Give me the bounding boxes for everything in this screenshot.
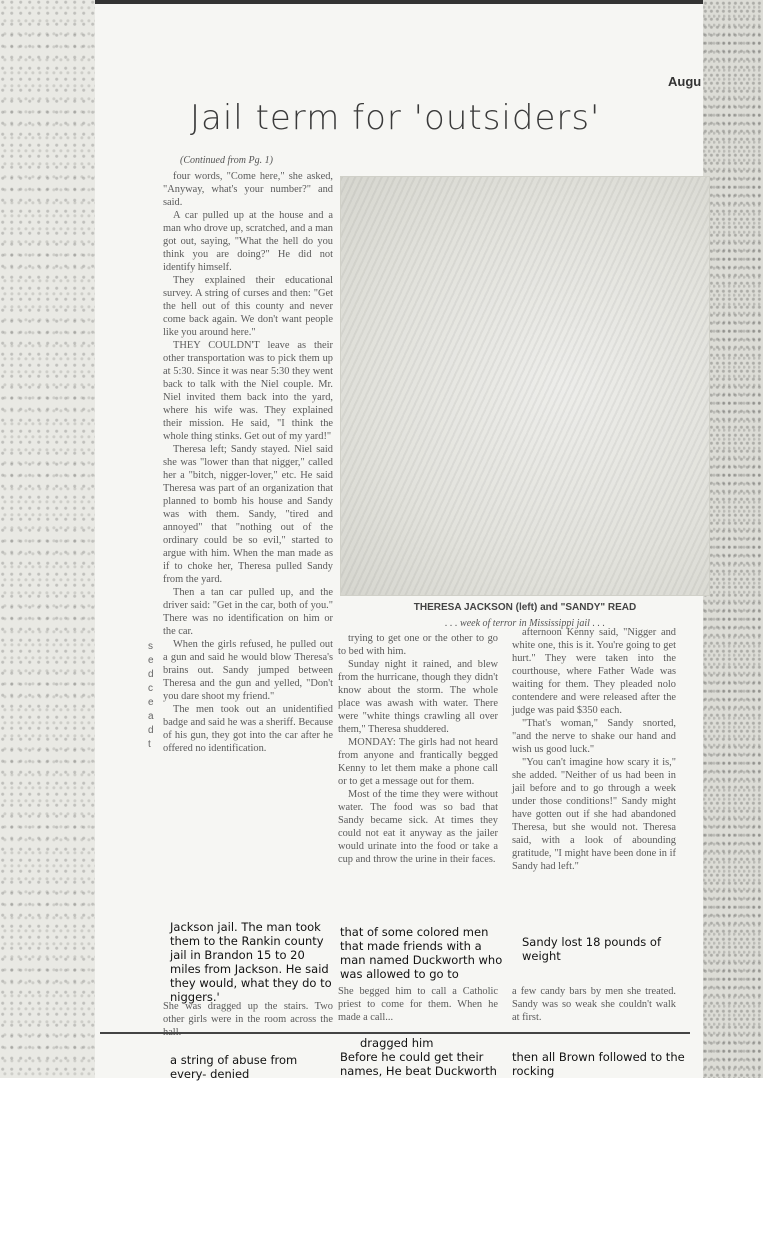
handwritten-note: dragged him	[360, 1036, 434, 1050]
continued-note: (Continued from Pg. 1)	[180, 155, 273, 166]
margin-mark: e	[148, 697, 154, 708]
handwritten-note: that of some colored men that made friends with a man named Duckworth who was allowed to go to	[340, 925, 503, 981]
paragraph: "You can't imagine how scary it is," she added. "Neither of us had been in jail before and to go through a week under those conditions!" Sandy might have gotten out if she had abandoned Theresa, but she would not. Theresa said, with a look of abounding gratitude, "I might have been done in if Sandy had left."	[512, 757, 676, 872]
paragraph: When the girls refused, he pulled out a gun and said he would blow Theresa's brains out. Sandy jumped between Theresa and the gun and yelled, "Don't you dare shoot my friend."	[163, 639, 333, 702]
photo-caption: THERESA JACKSON (left) and "SANDY" READ	[413, 602, 637, 613]
handwritten-note: then all Brown followed to the rocking	[512, 1050, 685, 1078]
scan-noise-left	[0, 0, 95, 1078]
paragraph: four words, "Come here," she asked, "Anyway, what's your number?" and said.	[163, 171, 333, 208]
scan-noise-right	[703, 0, 763, 1078]
paragraph: "That's woman," Sandy snorted, "and the nerve to shake our hand and wish us good luck."	[512, 718, 676, 755]
margin-mark: e	[148, 655, 154, 666]
article-column-3	[512, 626, 676, 921]
margin-mark: s	[148, 641, 153, 652]
margin-mark: d	[148, 669, 154, 680]
article-photo	[340, 176, 710, 596]
paragraph: afternoon Kenny said, "Nigger and white one, this is it. You're going to get hurt." They were taken into the courthouse, where Father Wade was waiting for them. They pleaded nolo contendere and were released after the judge was paid $350 each.	[512, 627, 676, 716]
paragraph: Most of the time they were without water. The food was so bad that Sandy became sick. At times they could not eat it anyway as the jailer would urinate into the food or take a cup and throw the urine in their faces.	[338, 789, 498, 865]
date-fragment: Augu	[668, 74, 702, 89]
paragraph: trying to get one or the other to go to bed with him.	[338, 633, 498, 657]
bottom-print-2: She begged him to call a Catholic priest to come for them. When he made a call...	[338, 986, 498, 1023]
paragraph: They explained their educational survey. A string of curses and then: "Get the hell out of this county and never come back again. We don't want people like you around here."	[163, 275, 333, 338]
article-column-1	[163, 170, 333, 930]
bottom-rule	[100, 1032, 690, 1034]
margin-marks	[148, 640, 156, 752]
handwritten-note: Jackson jail. The man took them to the Rankin county jail in Brandon 15 to 20 miles from Jackson. He said they would, what they do to niggers.'	[170, 920, 332, 1004]
photo-caption-sub: . . . week of terror in Mississippi jail . . .	[445, 618, 605, 629]
paragraph: MONDAY: The girls had not heard from anyone and frantically begged Kenny to let them make a phone call or to get a message out for them.	[338, 737, 498, 787]
paragraph: Theresa left; Sandy stayed. Niel said she was "lower than that nigger," called her a "bitch, nigger-lover," etc. He said Theresa was part of an organization that planned to bomb his house and Sandy was with them. Sandy, "tired and annoyed" that "nothing out of the ordinary could be so evil," started to argue with him. When the man made as if to choke her, Theresa pulled Sandy from the yard.	[163, 444, 333, 585]
margin-mark: t	[148, 739, 151, 750]
handwritten-note: Before he could get their names, He beat Duckworth	[340, 1050, 497, 1078]
handwritten-note: Sandy lost 18 pounds of weight	[522, 935, 662, 963]
article-column-2	[338, 632, 498, 902]
margin-mark: a	[148, 711, 154, 722]
paragraph: THEY COULDN'T leave as their other transportation was to pick them up at 5:30. Since it was near 5:30 they went back to talk with the Niel couple. Mr. Niel invited them back into the yard, where his wife was. They explained their mission. He said, "I think the whole thing stinks. Get out of my yard!"	[163, 340, 333, 442]
margin-mark: d	[148, 725, 154, 736]
paragraph: The men took out an unidentified badge and said he was a sheriff. Because of his gun, they got into the car after he offered no identification.	[163, 704, 333, 754]
margin-mark: c	[148, 683, 153, 694]
paragraph: A car pulled up at the house and a man who drove up, scratched, and a man got out, saying, "What the hell do you think you are doing?" He did not identify himself.	[163, 210, 333, 273]
handwritten-note: a string of abuse from every- denied	[170, 1053, 298, 1081]
top-rule	[0, 0, 763, 4]
headline: Jail term for 'outsiders'	[190, 98, 601, 138]
paragraph: Then a tan car pulled up, and the driver said: "Get in the car, both of you." There was no identification on him or the car.	[163, 587, 333, 637]
paragraph: Sunday night it rained, and blew from the hurricane, though they didn't know about the storm. The whole place was awash with water. There were "white things crawling all over them," Theresa shuddered.	[338, 659, 498, 735]
bottom-print-3: a few candy bars by men she treated. Sandy was so weak she couldn't walk at first.	[512, 986, 676, 1023]
bottom-print-1: She was dragged up the stairs. Two other girls were in the room across the	[163, 1001, 333, 1025]
